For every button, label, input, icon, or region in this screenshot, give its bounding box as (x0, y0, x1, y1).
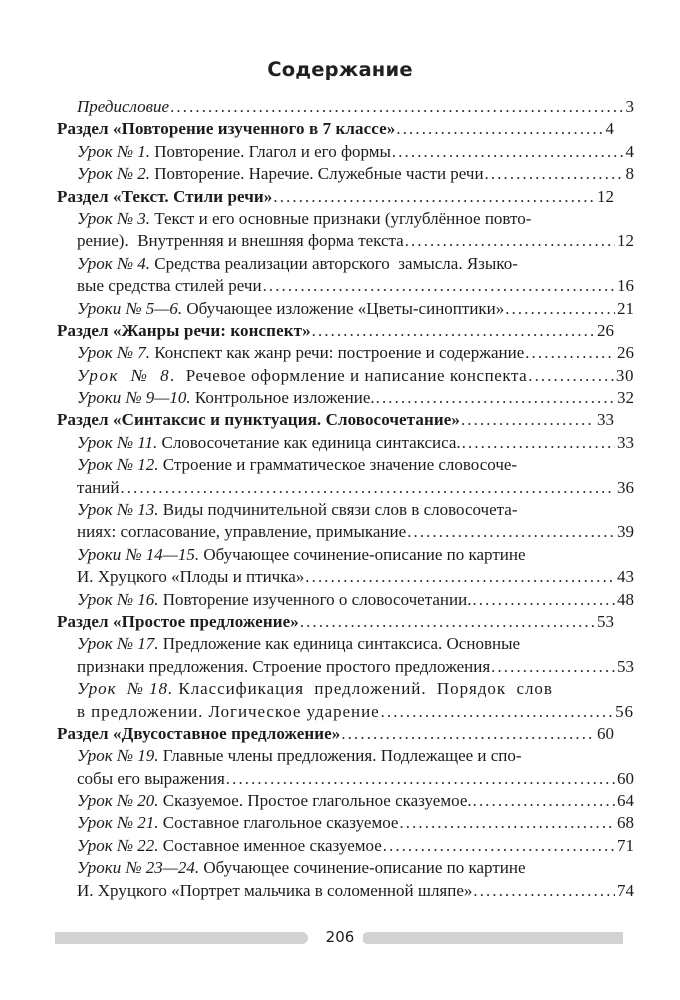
page-number: 39 (617, 522, 634, 542)
toc-entry[interactable] (57, 678, 634, 723)
dot-leader (305, 566, 615, 588)
toc-entry-text (77, 387, 375, 409)
toc-entry-text (77, 298, 504, 320)
dot-leader (491, 656, 615, 678)
page-number: 53 (597, 611, 614, 631)
toc-entry-text (77, 163, 484, 185)
toc-line (57, 633, 634, 655)
toc-entry-text (77, 633, 520, 655)
toc-entry[interactable] (57, 499, 634, 544)
toc-entry-title: Средства реализации авторского замысла. Языко- (150, 253, 518, 273)
dot-leader (392, 141, 624, 163)
toc-entry[interactable] (57, 633, 634, 678)
dot-leader (396, 118, 603, 140)
toc-entry-text (77, 857, 526, 879)
page-number: 12 (617, 231, 634, 251)
toc-entry[interactable] (57, 163, 634, 185)
toc-entry-label: Уроки № 5—6. (77, 298, 183, 318)
toc-entry-text (77, 790, 472, 812)
toc-entry-label: Урок № 12. (77, 455, 159, 475)
dot-leader (273, 186, 595, 208)
toc-entry[interactable] (57, 409, 614, 431)
toc-line (57, 745, 634, 767)
toc-entry-text (77, 499, 517, 521)
toc-entry-text: ниях: согласование, управление, примыкание (77, 522, 407, 542)
toc-line (57, 521, 634, 543)
dot-leader (462, 432, 615, 454)
toc-entry[interactable] (57, 96, 634, 118)
toc-entry-label: Урок № 18. (77, 679, 174, 699)
page-number: 60 (597, 723, 614, 743)
toc-entry-title: Предложение как единица синтаксиса. Основные (158, 634, 521, 654)
toc-entry-text: И. Хруцкого «Портрет мальчика в соломенной шляпе» (77, 880, 473, 900)
page-number: 56 (615, 701, 634, 721)
toc-entry-label: Урок № 19. (77, 746, 159, 766)
toc-entry-text (77, 253, 518, 275)
toc-entry-label: Урок № 21. (77, 813, 159, 833)
toc-entry-text: Раздел «Простое предложение» (57, 611, 299, 631)
toc-entry-title: Сказуемое. Простое глагольное сказуемое. (158, 791, 472, 811)
toc-entry[interactable] (57, 544, 634, 589)
page-number: 26 (617, 343, 634, 363)
page-number: 71 (617, 835, 634, 855)
toc-entry-text (77, 432, 461, 454)
toc-line (57, 857, 634, 879)
toc-entry-text: Раздел «Жанры речи: конспект» (57, 320, 311, 340)
toc-entry-title: Обучающее сочинение-описание по картине (199, 858, 526, 878)
toc-entry[interactable] (57, 118, 614, 140)
toc-entry[interactable] (57, 208, 634, 253)
toc-entry[interactable] (57, 186, 614, 208)
toc-line (57, 454, 634, 476)
page-number: 32 (617, 388, 634, 408)
toc-line (57, 253, 634, 275)
toc-line (57, 96, 634, 118)
dot-leader (405, 230, 615, 252)
dot-leader (407, 521, 615, 543)
toc-line (57, 477, 634, 499)
toc-line (57, 701, 634, 723)
toc-entry[interactable] (57, 141, 634, 163)
toc-line (57, 342, 634, 364)
toc-entry-label: Урок № 8. (77, 365, 177, 385)
toc-entry-label: Урок № 20. (77, 791, 159, 811)
toc-entry-text: таний (77, 477, 120, 497)
toc-entry-text: И. Хруцкого «Плоды и птичка» (77, 567, 305, 587)
toc-entry-title: Повторение. Наречие. Служебные части речи (150, 164, 484, 184)
toc-entry-text: вые средства стилей речи (77, 276, 262, 296)
page-number: 36 (617, 477, 634, 497)
page-number: 30 (615, 365, 634, 385)
toc-entry[interactable] (57, 365, 634, 387)
dot-leader (300, 611, 595, 633)
toc-line (57, 186, 614, 208)
dot-leader (263, 275, 615, 297)
page-number: 74 (617, 880, 634, 900)
toc-line (57, 544, 634, 566)
toc-entry-label: Урок № 17. (77, 634, 159, 654)
toc-entry-text: Раздел «Текст. Стили речи» (57, 186, 273, 206)
toc-line (57, 409, 614, 431)
page-number: 3 (625, 96, 634, 116)
toc-entry-title: Классификация предложений. Порядок слов (173, 679, 553, 699)
dot-leader (341, 723, 595, 745)
toc-entry-label: Уроки № 23—24. (77, 858, 200, 878)
toc-entry-text: рение). Внутренняя и внешняя форма текста (77, 231, 404, 251)
dot-leader (473, 880, 615, 902)
toc-line (57, 365, 634, 387)
toc-entry-text (77, 454, 517, 476)
page-number: 8 (625, 164, 634, 184)
toc-entry-title: Составное именное сказуемое (158, 835, 382, 855)
toc-entry-text (77, 365, 527, 387)
toc-entry[interactable] (57, 454, 634, 499)
toc-entry[interactable] (57, 342, 634, 364)
dot-leader (399, 813, 615, 835)
toc-line (57, 835, 634, 857)
toc-entry[interactable] (57, 723, 614, 745)
page-number: 4 (605, 119, 614, 139)
toc-entry-text: признаки предложения. Строение простого предложения (77, 656, 491, 676)
dot-leader (170, 96, 623, 118)
toc-entry-title: Словосочетание как единица синтаксиса. (157, 432, 461, 452)
toc-entry[interactable] (57, 813, 634, 835)
toc-entry-title: Составное глагольное сказуемое (158, 813, 399, 833)
toc-entry[interactable] (57, 320, 614, 342)
toc-line (57, 880, 634, 902)
toc-entry-text (77, 544, 526, 566)
dot-leader (472, 589, 615, 611)
page-number: 12 (597, 186, 614, 206)
toc-entry-title: Виды подчинительной связи слов в словосочета- (158, 500, 518, 520)
page-number: 48 (617, 589, 634, 609)
toc-entry-text (77, 589, 471, 611)
toc-line (57, 320, 614, 342)
toc-entry-label: Урок № 3. (77, 208, 150, 228)
toc-line (57, 387, 634, 409)
dot-leader (376, 387, 615, 409)
dot-leader (312, 320, 595, 342)
toc-entry[interactable] (57, 253, 634, 298)
toc-entry[interactable] (57, 432, 634, 454)
page-number: 43 (617, 567, 634, 587)
dot-leader (505, 298, 615, 320)
toc-line (57, 656, 634, 678)
toc-line (57, 723, 614, 745)
dot-leader (485, 163, 624, 185)
dot-leader (381, 701, 613, 723)
toc-entry-title: Главные члены предложения. Подлежащее и спо- (158, 746, 522, 766)
toc-entry[interactable] (57, 790, 634, 812)
toc-entry-title: Обучающее изложение «Цветы-синоптики» (182, 298, 505, 318)
toc-entry-text (77, 813, 398, 835)
folio-value: 206 (317, 928, 364, 946)
toc-entry-text (77, 208, 531, 230)
toc-entry[interactable] (57, 611, 614, 633)
page-number: 53 (617, 656, 634, 676)
toc-entry-label: Урок № 22. (77, 835, 159, 855)
toc-entry-title: Повторение изученного о словосочетании. (158, 589, 472, 609)
toc-entry-text: Раздел «Синтаксис и пунктуация. Словосочетание» (57, 410, 460, 430)
toc-entry[interactable] (57, 745, 634, 790)
page-number: 68 (617, 813, 634, 833)
toc-entry-text (77, 835, 382, 857)
toc-line (57, 678, 634, 700)
toc-line (57, 118, 614, 140)
toc-entry-label: Урок № 1. (77, 141, 150, 161)
page-number: 16 (617, 276, 634, 296)
toc-entry-label: Уроки № 9—10. (77, 388, 191, 408)
toc-entry-text: Раздел «Двусоставное предложение» (57, 723, 341, 743)
toc-entry-text: Предисловие (77, 96, 170, 116)
dot-leader (383, 835, 615, 857)
toc-entry[interactable] (57, 298, 634, 320)
page-title: Содержание (267, 58, 413, 81)
toc-line (57, 208, 634, 230)
toc-entry-label: Уроки № 14—15. (77, 544, 200, 564)
toc-line (57, 768, 634, 790)
page-number: 33 (617, 432, 634, 452)
toc-entry-label: Урок № 2. (77, 164, 150, 184)
toc-entry-label: Урок № 16. (77, 589, 159, 609)
toc-entry-text (77, 745, 522, 767)
toc-line (57, 589, 634, 611)
page-number: 60 (617, 768, 634, 788)
toc-entry[interactable] (57, 387, 634, 409)
toc-entry-label: Урок № 11. (77, 432, 158, 452)
toc-entry-title: Речевое оформление и написание конспекта (176, 365, 528, 385)
toc-line (57, 813, 634, 835)
toc-entry-text: собы его выражения (77, 768, 225, 788)
toc-entry-text: в предложении. Логическое ударение (77, 701, 380, 721)
toc-line (57, 163, 634, 185)
toc-entry-text: Раздел «Повторение изученного в 7 классе» (57, 119, 396, 139)
toc-entry-text (77, 678, 553, 700)
dot-leader (120, 477, 615, 499)
toc-entry-title: Контрольное изложение. (190, 388, 375, 408)
toc-line (57, 298, 634, 320)
dot-leader (226, 768, 615, 790)
toc-list (57, 96, 634, 902)
toc-entry-label: Урок № 7. (77, 343, 150, 363)
toc-entry-title: Конспект как жанр речи: построение и содержание (150, 343, 525, 363)
page-number: 64 (617, 791, 634, 811)
toc-entry[interactable] (57, 589, 634, 611)
folio-number (0, 928, 680, 946)
page-footer (0, 928, 680, 950)
toc-entry[interactable] (57, 835, 634, 857)
page-number: 4 (625, 141, 634, 161)
dot-leader (461, 409, 595, 431)
page-number: 33 (597, 410, 614, 430)
page-number: 26 (597, 320, 614, 340)
dot-leader (473, 790, 615, 812)
toc-entry[interactable] (57, 857, 634, 902)
page-number: 21 (617, 298, 634, 318)
toc-line (57, 230, 634, 252)
toc-entry-title: Повторение. Глагол и его формы (150, 141, 391, 161)
toc-entry-text (77, 342, 524, 364)
toc-line (57, 566, 634, 588)
dot-leader (525, 342, 615, 364)
toc-entry-label: Урок № 4. (77, 253, 150, 273)
toc-entry-title: Обучающее сочинение-описание по картине (199, 544, 526, 564)
toc-line (57, 790, 634, 812)
toc-entry-text (77, 141, 391, 163)
dot-leader (528, 365, 614, 387)
toc-line (57, 432, 634, 454)
toc-entry-label: Урок № 13. (77, 500, 159, 520)
toc-line (57, 611, 614, 633)
toc-line (57, 275, 634, 297)
toc-line (57, 141, 634, 163)
toc-line (57, 499, 634, 521)
toc-entry-title: Текст и его основные признаки (углублённое повто- (150, 208, 532, 228)
toc-entry-title: Строение и грамматическое значение словосоче- (158, 455, 518, 475)
